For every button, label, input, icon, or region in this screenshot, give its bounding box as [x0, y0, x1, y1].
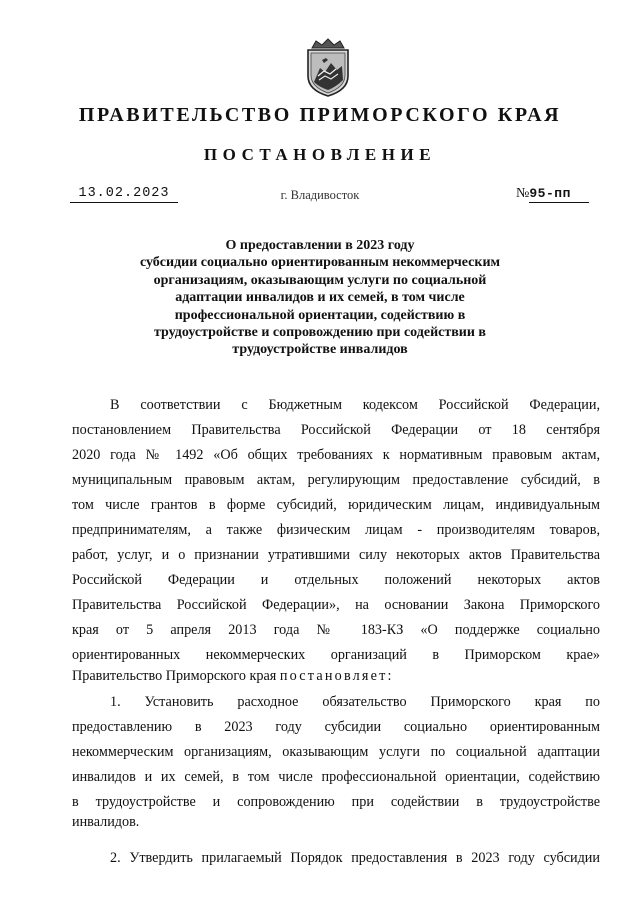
heading-line: организациям, оказывающим услуги по социальной [153, 272, 487, 288]
item1-line: предоставлению в 2023 году субсидии социально ориентированным [72, 719, 600, 735]
government-title: ПРАВИТЕЛЬСТВО ПРИМОРСКОГО КРАЯ [78, 104, 562, 126]
preamble-line: предпринимателям, а также физическим лицам - производителям товаров, [72, 522, 600, 538]
decree-prefix: Правительство Приморского края [72, 668, 280, 684]
heading-line: субсидии социально ориентированным некоммерческим [139, 255, 501, 271]
item1-line: инвалидов. [72, 814, 140, 830]
heading-line: трудоустройстве и сопровождению при содействии в [154, 325, 486, 341]
heading-line: профессиональной ориентации, содействию в [174, 307, 466, 323]
heading-line: О предоставлении в 2023 году [225, 238, 415, 253]
decree-word: постановляет: [279, 668, 394, 684]
preamble-line: муниципальным правовым актам, регулирующим предоставление субсидий, в [72, 472, 600, 488]
preamble-line: том числе грантов в форме субсидий, юридическим лицам, индивидуальным [72, 497, 600, 513]
heading-line: адаптации инвалидов и их семей, в том числе [175, 290, 465, 306]
number-value: 95-пп [529, 186, 589, 203]
preamble-line: В соответствии с Бюджетным кодексом Российской Федерации, [110, 397, 600, 413]
preamble-line: работ, услуг, и о признании утратившими силу некоторых актов Правительства [72, 547, 600, 563]
item1-line: в трудоустройстве и сопровождению при содействии в трудоустройстве [72, 794, 600, 810]
heading-line: трудоустройстве инвалидов [232, 342, 408, 358]
item1-line: инвалидов и их семей, в том числе профессиональной ориентации, содействию [72, 769, 600, 785]
document-type: ПОСТАНОВЛЕНИЕ [203, 145, 437, 164]
item1-line: некоммерческим организациям, оказывающим услуги по социальной адаптации [72, 744, 600, 760]
primorsky-coat-of-arms-icon [302, 38, 354, 98]
item2-line: 2. Утвердить прилагаемый Порядок предоставления в 2023 году субсидии [110, 850, 600, 866]
document-date: 13.02.2023 [70, 186, 178, 203]
preamble-line: ориентированных некоммерческих организаций в Приморском крае» [72, 647, 600, 663]
decree-line [72, 666, 600, 686]
preamble-line: края от 5 апреля 2013 года № 183-КЗ «О поддержке социально [72, 622, 600, 638]
document-number [516, 186, 598, 203]
document-city: г. Владивосток [280, 188, 360, 202]
preamble-line: постановлением Правительства Российской Федерации от 18 сентября [72, 422, 600, 438]
preamble-line: Российской Федерации и отдельных положений некоторых актов [72, 572, 600, 588]
document-heading [100, 237, 540, 359]
preamble-line: Правительства Российской Федерации», на основании Закона Приморского [72, 597, 600, 613]
item1-line: 1. Установить расходное обязательство Приморского края по [110, 694, 600, 710]
preamble-line: 2020 года № 1492 «Об общих требованиях к нормативным правовым актам, [72, 447, 600, 463]
number-sign: № [516, 186, 530, 201]
